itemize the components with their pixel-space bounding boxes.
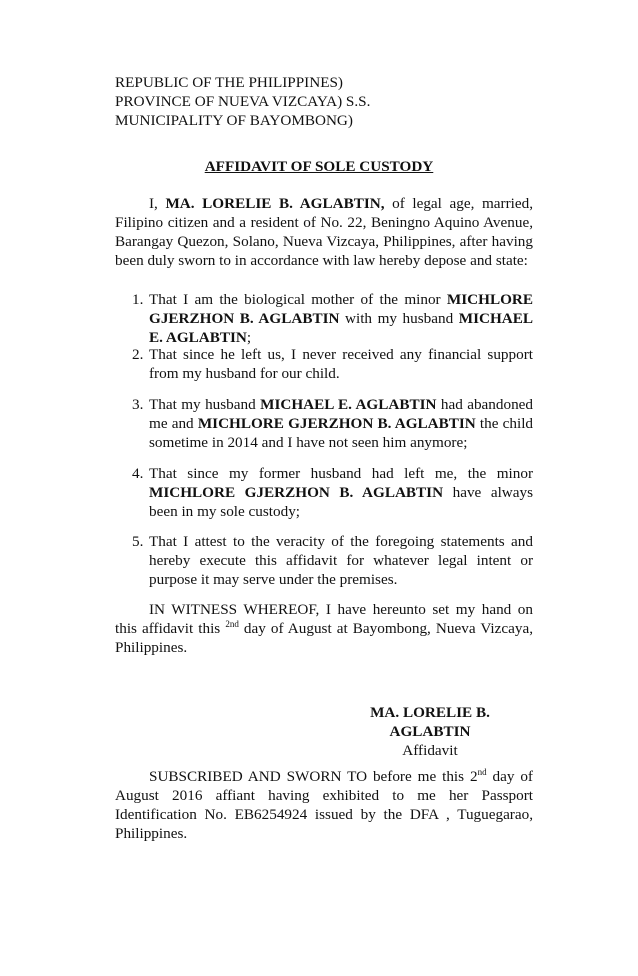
- witness-paragraph: [115, 600, 533, 657]
- header-line-province: PROVINCE OF NUEVA VIZCAYA) S.S.: [115, 93, 371, 110]
- text-run: That I am the biological mother of the minor: [149, 291, 447, 308]
- signatory-role: Affidavit: [402, 742, 458, 759]
- list-item: [115, 464, 533, 521]
- text-run: day of August at Bayombong, Nueva Vizcaya, Philippines.: [115, 620, 533, 656]
- affiant-name: MA. LORELIE B. AGLABTIN,: [165, 195, 385, 212]
- text-run: ;: [246, 329, 252, 346]
- text-run: have always been in my sole custody;: [149, 484, 534, 520]
- text-run: That my husband: [149, 396, 261, 413]
- list-item-text: That I attest to the veracity of the foregoing statements and hereby execute this affidavit for whatever legal intent or purpose it may serve under the premises.: [149, 533, 533, 588]
- list-item: [115, 395, 533, 452]
- list-item: [115, 345, 533, 383]
- list-item-text: [149, 464, 533, 521]
- list-item: [115, 532, 533, 589]
- child-name: MICHLORE GJERZHON B. AGLABTIN: [149, 484, 444, 501]
- child-name: MICHLORE GJERZHON B. AGLABTIN: [149, 291, 533, 327]
- intro-text: of legal age, married, Filipino citizen and a resident of No. 22, Beningno Aquino Avenue, Barangay Quezon, Solano, Nueva Vizcaya, Philippines, after having been duly sworn to in accordance with law hereby depose and state:: [115, 195, 534, 269]
- text-run: the child sometime in 2014 and I have not seen him anymore;: [149, 415, 534, 451]
- header-line-republic: REPUBLIC OF THE PHILIPPINES): [115, 74, 343, 91]
- list-item: [115, 290, 533, 347]
- husband-name: MICHAEL E. AGLABTIN: [149, 310, 534, 346]
- list-item-number: 1.: [132, 291, 144, 308]
- text-run: SUBSCRIBED AND SWORN TO before me this 2: [149, 768, 478, 785]
- list-item-text: That since he left us, I never received any financial support from my husband for our child.: [149, 346, 533, 382]
- signatory-name: MA. LORELIE B. AGLABTIN: [370, 704, 490, 740]
- list-item-number: 5.: [132, 533, 144, 550]
- list-item-text: [149, 290, 533, 347]
- text-run: That since my former husband had left me, the minor: [149, 465, 533, 482]
- ordinal-suffix: 2nd: [225, 618, 239, 629]
- header-line-municipality: MUNICIPALITY OF BAYOMBONG): [115, 112, 353, 129]
- child-name: MICHLORE GJERZHON B. AGLABTIN: [197, 415, 476, 432]
- signature-block: [330, 703, 530, 760]
- document-title: AFFIDAVIT OF SOLE CUSTODY: [204, 158, 434, 175]
- text-run: day of August 2016 affiant having exhibited to me her Passport Identification No. EB6254924 issued by the DFA , Tuguegarao, Philippines.: [115, 768, 533, 842]
- list-item-number: 3.: [132, 396, 144, 413]
- subscribed-paragraph: [115, 767, 533, 843]
- ordinal-suffix: nd: [477, 766, 487, 777]
- document-header: [115, 73, 555, 130]
- text-run: with my husband: [339, 310, 459, 327]
- text-run: IN WITNESS WHEREOF, I have hereunto set my hand on this affidavit this: [115, 601, 533, 637]
- text-run: had abandoned me and: [149, 396, 534, 432]
- husband-name: MICHAEL E. AGLABTIN: [260, 396, 437, 413]
- intro-prefix: I,: [149, 195, 166, 212]
- list-item-number: 2.: [132, 346, 144, 363]
- list-item-number: 4.: [132, 465, 144, 482]
- intro-paragraph: [115, 194, 533, 270]
- list-item-text: [149, 395, 533, 452]
